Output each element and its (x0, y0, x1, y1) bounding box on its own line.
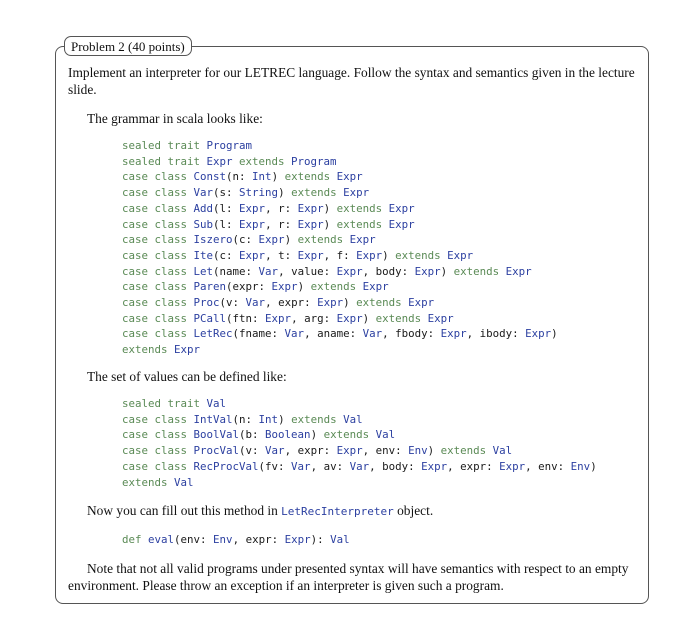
code-token: (l: (213, 201, 240, 215)
code-token: (fname: (232, 327, 285, 341)
code-token: Var (284, 327, 305, 341)
problem-title: Problem 2 (40 points) (64, 36, 192, 56)
code-token: case class (122, 444, 194, 458)
code-token: , aname: (304, 327, 363, 341)
code-token: , t: (265, 248, 298, 262)
code-token: extends (232, 154, 292, 168)
code-token: Expr (505, 264, 532, 278)
code-token: case class (122, 327, 194, 341)
code-token: Expr (206, 154, 233, 168)
code-token: (l: (213, 217, 240, 231)
code-token: Expr (297, 248, 324, 262)
code-token: Expr (388, 201, 415, 215)
code-token: Expr (349, 233, 376, 247)
code-token: Val (330, 533, 350, 546)
code-token: Add (193, 201, 214, 215)
code-token: , expr: (232, 533, 285, 546)
code-token: extends (291, 412, 344, 426)
code-token: case class (122, 296, 194, 310)
code-token: Expr (336, 264, 363, 278)
value-line (122, 443, 597, 459)
code-token: case class (122, 248, 194, 262)
code-token: (expr: (226, 280, 272, 294)
code-token: IntVal (193, 412, 233, 426)
code-token: Ite (193, 248, 214, 262)
grammar-line (122, 279, 558, 295)
code-token: case class (122, 412, 194, 426)
method-line (122, 532, 350, 548)
code-token: , body: (369, 459, 422, 473)
method-intro (87, 503, 627, 521)
code-token: Expr (336, 170, 363, 184)
code-token: sealed trait (122, 154, 207, 168)
code-token: case class (122, 170, 194, 184)
method-intro-before: Now you can fill out this method in (87, 503, 282, 518)
code-token: ) (284, 233, 298, 247)
code-token: Val (492, 444, 513, 458)
code-token: ) (382, 248, 396, 262)
code-token: , expr: (265, 296, 318, 310)
code-token: String (239, 186, 279, 200)
code-token: Expr (317, 296, 344, 310)
grammar-line (122, 295, 558, 311)
code-token: Expr (499, 459, 526, 473)
code-token: (n: (232, 412, 259, 426)
values-heading: The set of values can be defined like: (87, 369, 287, 384)
code-token: sealed trait (122, 139, 207, 152)
code-token: Expr (388, 217, 415, 231)
code-token: ) (440, 264, 454, 278)
code-token: Expr (336, 444, 363, 458)
code-token: , fbody: (382, 327, 441, 341)
code-token: case class (122, 201, 194, 215)
intro-paragraph: Implement an interpreter for our LETREC language. Follow the syntax and semantics given in the lecture slide. (68, 65, 635, 97)
grammar-code-block (122, 138, 558, 358)
code-token: Var (349, 459, 370, 473)
code-token: Expr (356, 248, 383, 262)
code-token: extends (453, 264, 506, 278)
code-token: Program (291, 154, 337, 168)
code-token: Env (213, 533, 233, 546)
code-token: Expr (239, 201, 266, 215)
code-token: Env (408, 444, 428, 458)
code-token: ): (310, 533, 331, 546)
code-token: extends (336, 217, 389, 231)
code-token: Expr (336, 311, 363, 325)
code-token: (v: (239, 444, 266, 458)
code-token: Paren (193, 280, 227, 294)
code-token: case class (122, 233, 194, 247)
code-token: Expr (440, 327, 467, 341)
code-token: extends (356, 296, 409, 310)
code-token: sealed trait (122, 397, 207, 410)
code-token: ) (278, 186, 292, 200)
code-token: (ftn: (226, 311, 266, 325)
code-token: extends (323, 428, 376, 442)
code-token: ) (297, 280, 311, 294)
code-token: Expr (297, 217, 324, 231)
code-token: def (122, 533, 149, 546)
code-token: extends (297, 233, 350, 247)
code-token: extends (375, 311, 428, 325)
code-token: Expr (525, 327, 552, 341)
method-signature (122, 532, 350, 548)
grammar-line (122, 232, 558, 248)
code-token: (c: (213, 248, 240, 262)
code-token: Expr (408, 296, 435, 310)
grammar-line (122, 264, 558, 280)
code-token: Val (174, 475, 194, 489)
code-token: Expr (284, 533, 311, 546)
code-token: Var (193, 186, 214, 200)
code-token: case class (122, 428, 194, 442)
grammar-line (122, 138, 558, 154)
code-token: Var (258, 264, 279, 278)
value-line (122, 427, 597, 443)
code-token: (n: (226, 170, 253, 184)
code-token: Var (362, 327, 383, 341)
code-token: (c: (232, 233, 259, 247)
code-token: , r: (265, 201, 298, 215)
code-token: extends (284, 170, 337, 184)
code-token: RecProcVal (193, 459, 259, 473)
code-token: (name: (213, 264, 259, 278)
code-token: Val (206, 397, 227, 410)
code-token: Expr (297, 201, 324, 215)
value-line (122, 412, 597, 428)
interpreter-object-name: LetRecInterpreter (281, 505, 394, 518)
code-token: , ibody: (466, 327, 526, 341)
code-token: extends (395, 248, 448, 262)
code-token: , body: (362, 264, 415, 278)
code-token: Program (206, 139, 253, 152)
code-token: Int (258, 412, 279, 426)
code-token: ) (343, 296, 357, 310)
code-token: ) (323, 201, 337, 215)
code-token: Val (343, 412, 363, 426)
code-token: Const (193, 170, 227, 184)
values-code-block (122, 396, 597, 490)
code-token: Expr (239, 248, 266, 262)
code-token: eval (148, 533, 175, 546)
code-token: , f: (323, 248, 357, 262)
code-token: Val (375, 428, 396, 442)
code-token: (v: (219, 296, 246, 310)
code-token: case class (122, 280, 194, 294)
code-token: case class (122, 186, 194, 200)
code-token: extends (122, 475, 175, 489)
code-token: , r: (265, 217, 298, 231)
code-token: , av: (310, 459, 350, 473)
code-token: Expr (421, 459, 448, 473)
value-line (122, 475, 597, 491)
grammar-line (122, 185, 558, 201)
code-token: Expr (343, 186, 370, 200)
code-token: case class (122, 217, 194, 231)
code-token: case class (122, 311, 194, 325)
code-token: Sub (193, 217, 214, 231)
code-token: , env: (525, 459, 571, 473)
grammar-line (122, 154, 558, 170)
code-token: (b: (239, 428, 266, 442)
value-line (122, 396, 597, 412)
code-token: ) (590, 459, 597, 473)
code-token: Expr (427, 311, 454, 325)
value-line (122, 459, 597, 475)
code-token: ) (310, 428, 324, 442)
code-token: (s: (213, 186, 240, 200)
grammar-heading: The grammar in scala looks like: (87, 111, 263, 126)
code-token: ProcVal (193, 444, 240, 458)
grammar-line (122, 169, 558, 185)
code-token: Expr (265, 311, 292, 325)
code-token: (fv: (258, 459, 292, 473)
code-token: Var (265, 444, 285, 458)
code-token: Expr (271, 280, 298, 294)
code-token: ) (427, 444, 441, 458)
code-token: case class (122, 264, 194, 278)
code-token: , expr: (284, 444, 337, 458)
code-token: PCall (193, 311, 227, 325)
code-token: LetRec (193, 327, 233, 341)
code-token: , env: (362, 444, 409, 458)
code-token: extends (122, 343, 175, 357)
grammar-line (122, 248, 558, 264)
code-token: extends (440, 444, 493, 458)
grammar-line (122, 217, 558, 233)
code-token: Expr (414, 264, 441, 278)
code-token: Expr (447, 248, 474, 262)
code-token: Expr (174, 343, 201, 357)
code-token: extends (336, 201, 389, 215)
grammar-line (122, 311, 558, 327)
note-paragraph: Note that not all valid programs under presented syntax will have semantics with respect to an empty environment. Please throw an exception if an interpreter is given such a program. (68, 561, 629, 593)
code-token: , expr: (447, 459, 500, 473)
grammar-line (122, 201, 558, 217)
code-token: Boolean (265, 428, 311, 442)
code-token: ) (271, 170, 285, 184)
code-token: extends (291, 186, 344, 200)
code-token: , arg: (291, 311, 337, 325)
code-token: Expr (258, 233, 285, 247)
code-token: (env: (174, 533, 214, 546)
grammar-line (122, 342, 558, 358)
code-token: Expr (239, 217, 266, 231)
code-token: Int (252, 170, 272, 184)
code-token: Iszero (193, 233, 233, 247)
grammar-line (122, 326, 558, 342)
code-token: case class (122, 459, 194, 473)
code-token: Let (193, 264, 214, 278)
code-token: extends (310, 280, 363, 294)
code-token: Env (570, 459, 591, 473)
code-token: , value: (278, 264, 337, 278)
code-token: Var (245, 296, 266, 310)
code-token: ) (278, 412, 292, 426)
code-token: ) (362, 311, 376, 325)
code-token: ) (551, 327, 558, 341)
method-intro-after: object. (393, 503, 434, 518)
code-token: Var (291, 459, 311, 473)
code-token: Expr (362, 280, 389, 294)
code-token: Proc (193, 296, 220, 310)
code-token: BoolVal (193, 428, 240, 442)
code-token: ) (323, 217, 337, 231)
